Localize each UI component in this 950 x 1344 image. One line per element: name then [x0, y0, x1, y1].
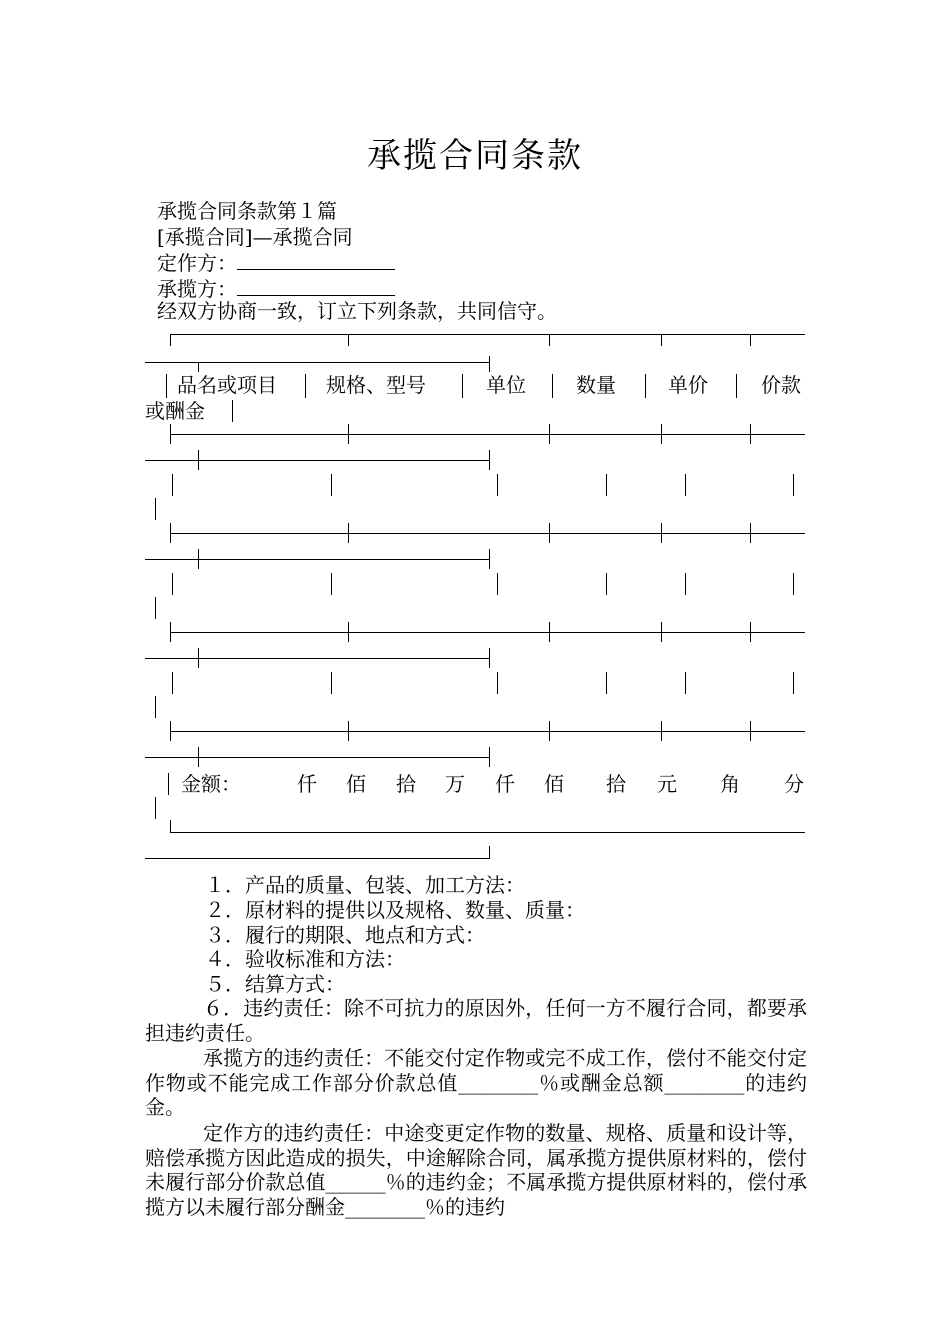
intro-line: 经双方协商一致，订立下列条款，共同信守。 [157, 299, 557, 323]
table-sep [793, 672, 794, 694]
amount-unit: 仟 [297, 772, 317, 796]
header-item: 品名或项目 [177, 373, 277, 397]
table-sep [331, 672, 332, 694]
amount-unit: 佰 [346, 772, 366, 796]
table-sep [497, 474, 498, 496]
row-divider [170, 434, 805, 435]
amount-unit: 拾 [396, 772, 416, 796]
row-divider-wrap [145, 658, 490, 659]
table-tick [489, 648, 490, 668]
table-tick [489, 747, 490, 767]
table-tick [661, 334, 662, 346]
table-sep [331, 573, 332, 595]
row-divider-wrap [145, 559, 490, 560]
table-tick [750, 721, 751, 741]
table-tick [549, 622, 550, 642]
party-b-blank [237, 277, 395, 296]
table-tick [348, 334, 349, 346]
table-sep [685, 474, 686, 496]
table-tick [661, 424, 662, 444]
header-amount-wrap: 或酬金 [145, 399, 205, 423]
amount-unit: 万 [445, 772, 465, 796]
table-tick [198, 747, 199, 767]
amount-unit: 拾 [606, 772, 626, 796]
table-sep [305, 374, 306, 398]
table-sep [606, 474, 607, 496]
orderer-liability: 定作方的违约责任：中途变更定作物的数量、规格、质量和设计等，赔偿承揽方因此造成的损失，中途解除合同，属承揽方提供原材料的，偿付未履行部分价款总值______％的违约金；不属承揽方提供原材料的，偿付承揽方以未履行部分酬金________％的违约 [145, 1121, 807, 1219]
party-a-label: 定作方： [157, 251, 237, 275]
row-divider [170, 533, 805, 534]
table-tick [170, 622, 171, 642]
table-sep [331, 474, 332, 496]
table-sep [793, 474, 794, 496]
category-line: [承揽合同]—承揽合同 [157, 225, 353, 249]
table-tick [348, 622, 349, 642]
header-spec: 规格、型号 [326, 373, 426, 397]
party-a-line [157, 250, 395, 276]
table-tick [549, 424, 550, 444]
table-tick [198, 450, 199, 470]
table-border-top-wrap [145, 362, 490, 363]
table-tick [750, 523, 751, 543]
table-tick [661, 523, 662, 543]
table-sep [552, 374, 553, 398]
table-sep [155, 797, 156, 819]
table-sep [155, 696, 156, 718]
table-sep [172, 573, 173, 595]
clause-3: ３．履行的期限、地点和方式： [205, 923, 485, 947]
table-sep [155, 498, 156, 520]
table-sep [462, 374, 463, 398]
amount-unit: 佰 [544, 772, 564, 796]
subtitle: 承揽合同条款第１篇 [157, 199, 337, 223]
table-tick [750, 424, 751, 444]
table-tick [348, 523, 349, 543]
table-corner [170, 820, 171, 832]
table-sep [645, 374, 646, 398]
table-sep [232, 400, 233, 422]
table-sep [793, 573, 794, 595]
table-tick [170, 424, 171, 444]
table-tick [198, 648, 199, 668]
row-divider-wrap [145, 757, 490, 758]
clause-5: ５．结算方式： [205, 972, 345, 996]
table-sep [172, 672, 173, 694]
table-tick [549, 334, 550, 346]
table-tick [661, 721, 662, 741]
party-b-label: 承揽方： [157, 277, 237, 301]
table-corner [489, 356, 490, 372]
header-unit: 单位 [486, 373, 526, 397]
header-qty: 数量 [576, 373, 616, 397]
table-sep [685, 573, 686, 595]
clause-6: ６．违约责任：除不可抗力的原因外，任何一方不履行合同，都要承担违约责任。 [145, 996, 807, 1045]
table-border-top [170, 334, 805, 335]
table-tick [549, 523, 550, 543]
table-tick [170, 721, 171, 741]
table-sep [172, 474, 173, 496]
table-sep [166, 374, 167, 398]
table-sep [155, 597, 156, 619]
row-divider [170, 731, 805, 732]
header-price: 单价 [668, 373, 708, 397]
contractor-liability: 承揽方的违约责任：不能交付定作物或完不成工作，偿付不能交付定作物或不能完成工作部分价款总值________％或酬金总额________的违约金。 [145, 1046, 807, 1120]
table-tick [348, 424, 349, 444]
amount-unit: 分 [784, 772, 804, 796]
amount-label: 金额： [181, 772, 241, 796]
amount-unit: 角 [720, 772, 740, 796]
table-corner [489, 846, 490, 859]
page-title: 承揽合同条款 [367, 136, 583, 176]
table-tick [198, 549, 199, 569]
table-border-bottom-wrap [145, 858, 490, 859]
table-tick [489, 549, 490, 569]
table-sep [497, 672, 498, 694]
table-sep [736, 374, 737, 398]
table-sep [606, 672, 607, 694]
table-sep [685, 672, 686, 694]
table-sep [497, 573, 498, 595]
table-sep [168, 773, 169, 795]
table-sep [606, 573, 607, 595]
row-divider-wrap [145, 460, 490, 461]
table-border-bottom [170, 832, 805, 833]
table-tick [750, 622, 751, 642]
table-tick [661, 622, 662, 642]
table-tick [170, 523, 171, 543]
amount-unit: 元 [657, 772, 677, 796]
table-tick [489, 450, 490, 470]
row-divider [170, 632, 805, 633]
header-amount: 价款 [761, 373, 801, 397]
table-tick [750, 334, 751, 346]
table-tick [348, 721, 349, 741]
clause-2: ２．原材料的提供以及规格、数量、质量： [205, 898, 585, 922]
table-tick [549, 721, 550, 741]
amount-unit: 仟 [495, 772, 515, 796]
table-corner [170, 334, 171, 346]
party-a-blank [237, 251, 395, 270]
table-tick [198, 362, 199, 372]
clause-1: １．产品的质量、包装、加工方法： [205, 873, 525, 897]
clause-4: ４．验收标准和方法： [205, 947, 405, 971]
